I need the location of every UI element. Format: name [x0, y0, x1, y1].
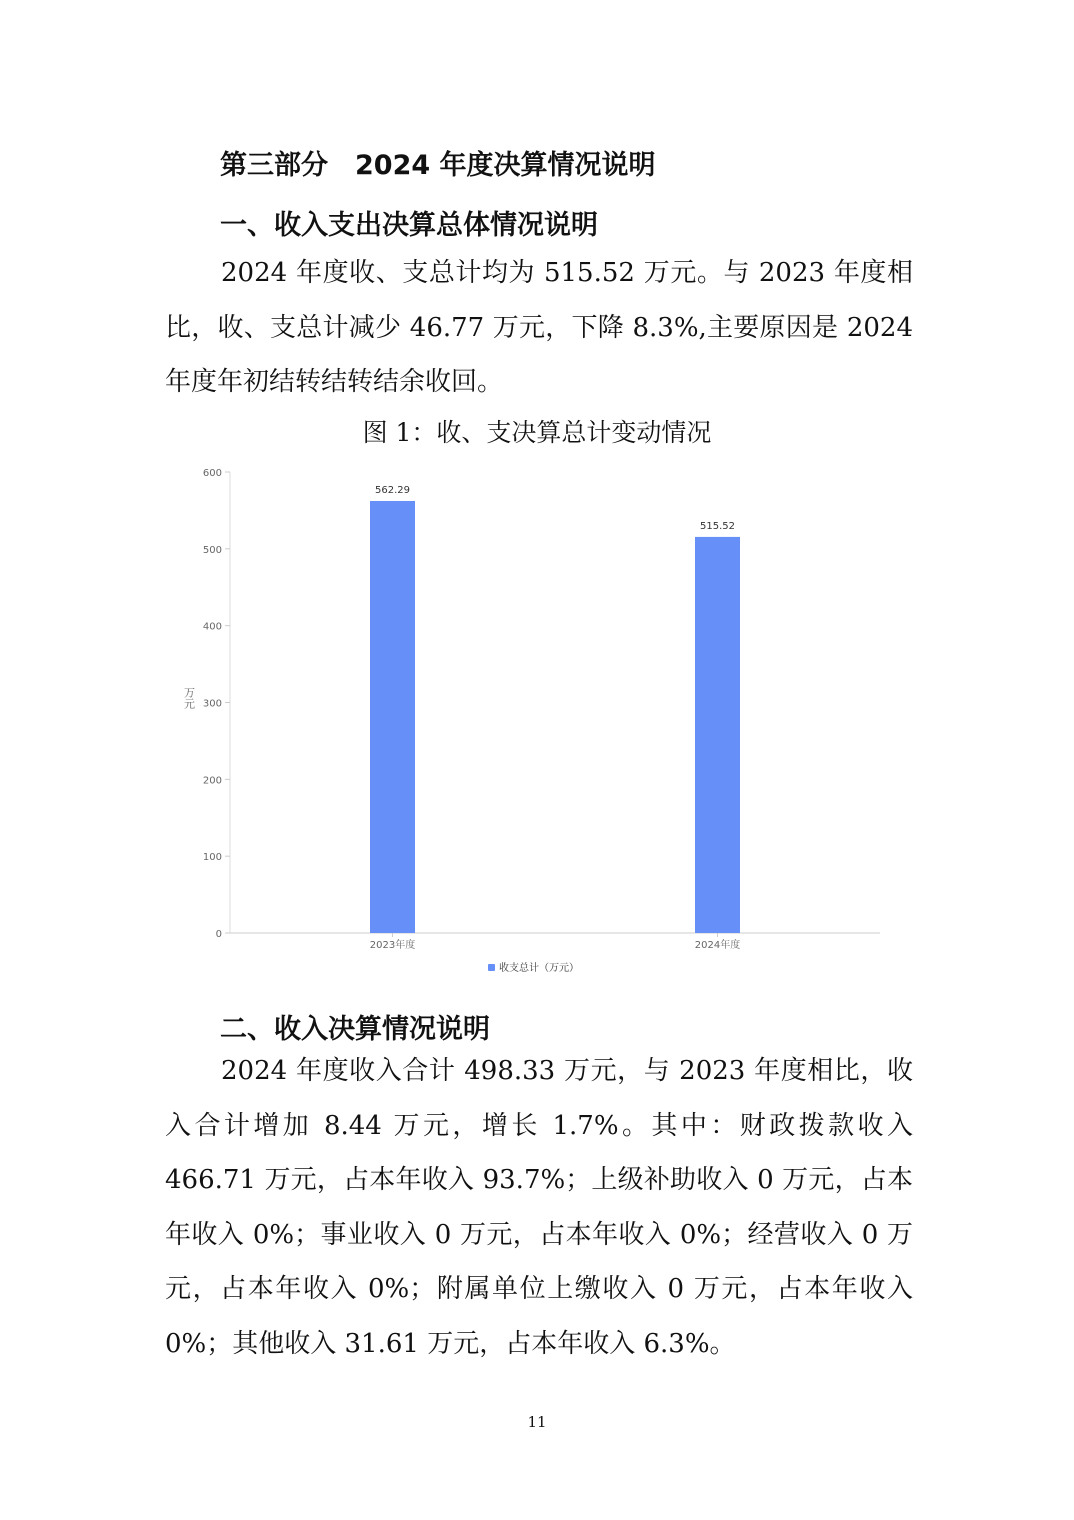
y-tick-label: 200 — [202, 775, 222, 787]
paragraph-overview: 2024 年度收、支总计均为 515.52 万元。与 2023 年度相比，收、支总计减少 46.77 万元，下降 8.3%,主要原因是 2024 年度年初结转结转结余收回。 — [165, 258, 913, 397]
legend-label: 收支总计（万元） — [499, 963, 579, 974]
y-tick-label: 100 — [202, 852, 222, 864]
bar-chart — [0, 450, 1074, 990]
x-tick-label: 2024年度 — [694, 940, 741, 951]
x-tick-label: 2023年度 — [369, 940, 416, 951]
legend-swatch — [488, 964, 495, 971]
section-title: 第三部分 2024 年度决算情况说明 — [220, 150, 656, 181]
bar — [370, 501, 415, 933]
y-axis-label: 万元 — [182, 687, 196, 709]
figure-caption: 图 1：收、支决算总计变动情况 — [362, 418, 712, 447]
y-tick-label: 400 — [202, 621, 222, 633]
heading-income-expenditure-overview: 一、收入支出决算总体情况说明 — [220, 210, 598, 241]
heading-income: 二、收入决算情况说明 — [220, 1014, 490, 1045]
bar-data-label: 515.52 — [700, 520, 735, 532]
bar — [695, 537, 740, 933]
y-tick-label: 0 — [215, 929, 222, 940]
page-number: 11 — [527, 1413, 547, 1431]
paragraph-income: 2024 年度收入合计 498.33 万元，与 2023 年度相比，收入合计增加 8.44 万元，增长 1.7%。其中：财政拨款收入 466.71 万元，占本年收入 93.7%；上级补助收入 0 万元，占本年收入 0%；事业收入 0 万元，占本年收入 0%；经营收入 0 万元，占本年收入 0%；附属单位上缴收入 0 万元，占本年收入 0%；其他收入 31.61 万元，占本年收入 6.3%。 — [165, 1056, 913, 1359]
y-tick-label: 600 — [202, 468, 222, 479]
y-tick-label: 300 — [202, 698, 222, 710]
y-tick-label: 500 — [202, 544, 222, 556]
bar-data-label: 562.29 — [375, 484, 410, 496]
